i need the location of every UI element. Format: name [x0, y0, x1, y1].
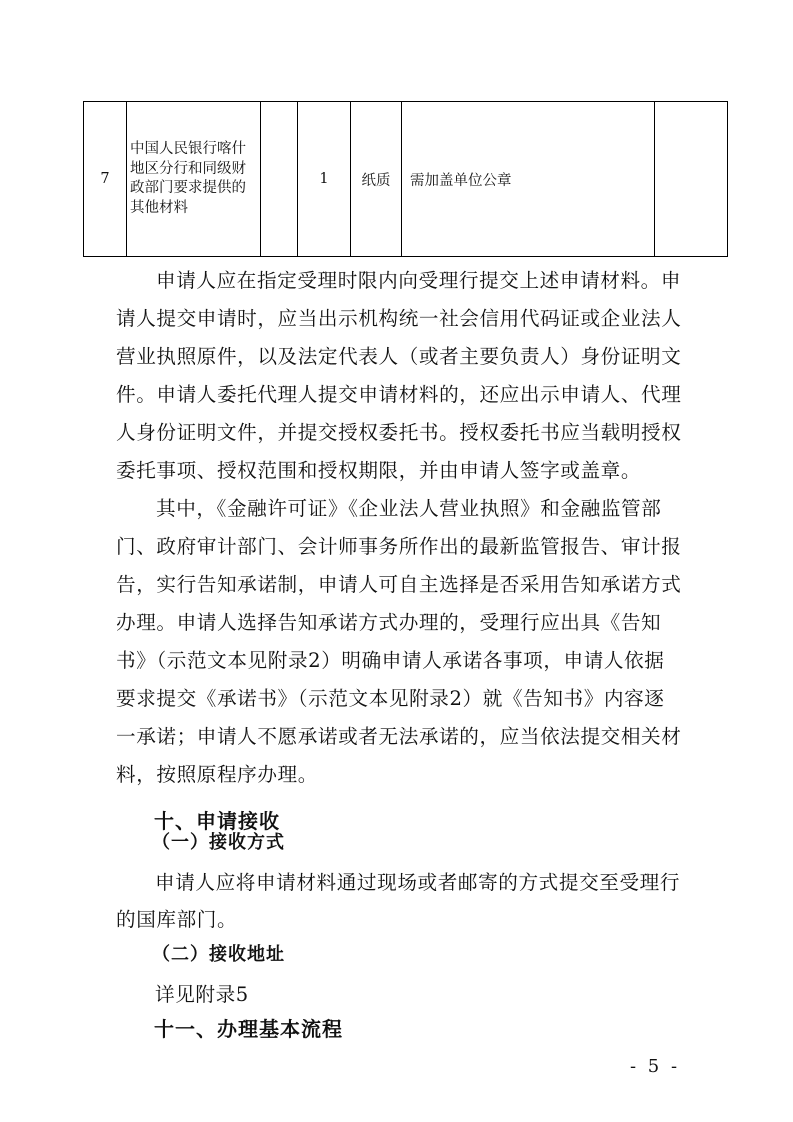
- row-index-cell: 7: [84, 102, 127, 257]
- submission-requirements-paragraph: 申请人应在指定受理时限内向受理行提交上述申请材料。申请人提交申请时，应当出示机构统一社会信用代码证或企业法人营业执照原件，以及法定代表人（或者主要负责人）身份证明文件。申请人委托代理人提交申请材料的，还应出示申请人、代理人身份证明文件，并提交授权委托书。授权委托书应当载明授权委托事项、授权范围和授权期限，并由申请人签字或盖章。: [116, 269, 682, 482]
- material-name-line: 其他材料: [130, 199, 188, 216]
- table-row: [84, 102, 728, 257]
- material-form-cell: 纸质: [351, 102, 402, 257]
- receipt-address-text: 详见附录5: [155, 983, 249, 1006]
- subheading-receipt-method: （一）接收方式: [152, 832, 285, 853]
- section-heading-application-receipt: 十、申请接收: [154, 809, 280, 833]
- empty-cell: [655, 102, 728, 257]
- subheading-receipt-address: （二）接收地址: [152, 944, 285, 965]
- notification-commitment-paragraph: 其中，《金融许可证》《企业法人营业执照》和金融监管部门、政府审计部门、会计师事务所作出的最新监管报告、审计报告，实行告知承诺制，申请人可自主选择是否采用告知承诺方式办理。申请人选择告知承诺方式办理的，受理行应出具《告知书》（示范文本见附录2）明确申请人承诺各事项，申请人依据要求提交《承诺书》（示范文本见附录2）就《告知书》内容逐一承诺；申请人不愿承诺或者无法承诺的，应当依法提交相关材料，按照原程序办理。: [116, 497, 682, 786]
- receipt-method-text-continued: 的国库部门。: [116, 908, 238, 931]
- copies-count-cell: 1: [298, 102, 351, 257]
- material-name-line: 中国人民银行喀什: [130, 141, 246, 157]
- receipt-method-text: 申请人应将申请材料通过现场或者邮寄的方式提交至受理行: [155, 871, 681, 894]
- empty-cell: [261, 102, 298, 257]
- page-number: - 5 -: [630, 1056, 681, 1077]
- requirement-cell: 需加盖单位公章: [402, 102, 655, 257]
- material-name-line: 地区分行和同级财: [130, 160, 246, 177]
- material-name-cell: [127, 102, 261, 257]
- section-heading-basic-process: 十一、办理基本流程: [154, 1017, 343, 1041]
- materials-table: [83, 101, 728, 257]
- material-name-line: 政部门要求提供的: [130, 180, 246, 196]
